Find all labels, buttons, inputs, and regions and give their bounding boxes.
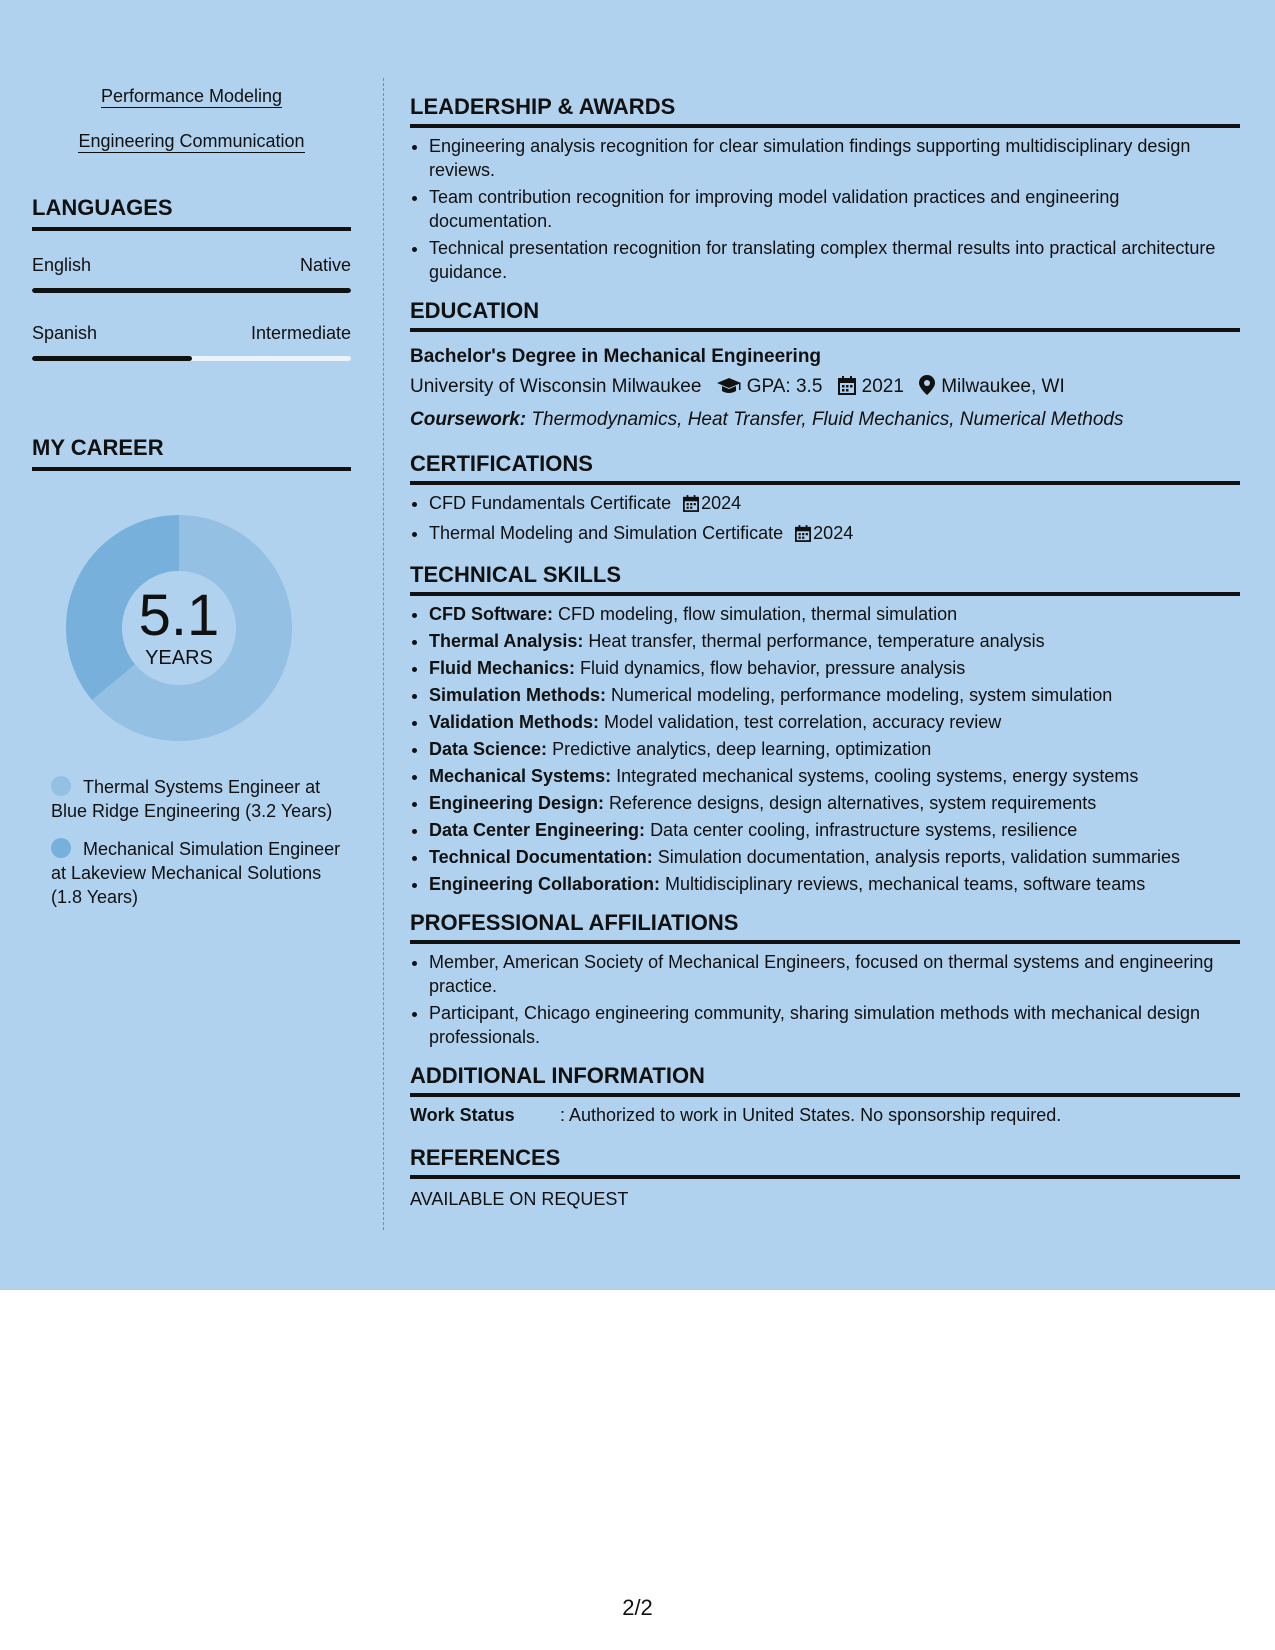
list-item: • Engineering analysis recognition for clear simulation findings supporting multidisciplinary design reviews.	[429, 134, 1240, 182]
skill-label: Thermal Analysis:	[429, 631, 584, 651]
skill-text: Predictive analytics, deep learning, optimization	[552, 739, 932, 759]
skill-text: Heat transfer, thermal performance, temperature analysis	[588, 631, 1045, 651]
list-item	[429, 818, 1240, 842]
career-total	[66, 515, 292, 741]
skill-link-engineering-communication[interactable]: Engineering Communication	[78, 131, 305, 151]
certificate-year: 2024	[813, 523, 854, 543]
list-item	[429, 521, 1240, 548]
legend-dot-icon	[51, 776, 71, 796]
coursework-list: Thermodynamics, Heat Transfer, Fluid Mechanics, Numerical Methods	[531, 409, 1124, 430]
school-location: Milwaukee, WI	[941, 376, 1065, 397]
skill-text: Data center cooling, infrastructure systems, resilience	[650, 820, 1078, 840]
language-name: English	[32, 255, 92, 275]
career-total-value: 5.1	[138, 583, 220, 648]
leadership-heading: LEADERSHIP & AWARDS	[410, 94, 1240, 128]
references-text: AVAILABLE ON REQUEST	[410, 1189, 629, 1209]
career-legend-item	[51, 837, 341, 909]
calendar-icon	[795, 524, 811, 548]
list-item	[429, 710, 1240, 734]
legend-dot-icon	[51, 838, 71, 858]
skill-label: Data Center Engineering:	[429, 820, 646, 840]
skill-label: Engineering Design:	[429, 793, 605, 813]
calendar-icon	[838, 375, 856, 405]
skill-text: Reference designs, design alternatives, system requirements	[609, 793, 1097, 813]
skill-label: Technical Documentation:	[429, 847, 653, 867]
skill-text: Multidisciplinary reviews, mechanical teams, software teams	[665, 874, 1146, 894]
coursework	[410, 405, 1240, 435]
skill-label: Mechanical Systems:	[429, 766, 612, 786]
list-item	[429, 737, 1240, 761]
career-legend	[51, 775, 341, 909]
technical-skills-heading: TECHNICAL SKILLS	[410, 562, 1240, 596]
skill-link-performance-modeling[interactable]: Performance Modeling	[100, 86, 283, 106]
school-line	[410, 372, 1240, 405]
skill-label: Engineering Collaboration:	[429, 874, 661, 894]
certificate-year: 2024	[701, 493, 742, 513]
languages-heading: LANGUAGES	[32, 195, 351, 231]
career-legend-text: Mechanical Simulation Engineer at Lakeview Mechanical Solutions (1.8 Years)	[51, 839, 341, 907]
skill-text: Model validation, test correlation, accuracy review	[604, 712, 1002, 732]
leadership-list	[410, 134, 1240, 284]
skill-text: CFD modeling, flow simulation, thermal simulation	[558, 604, 958, 624]
education-heading: EDUCATION	[410, 298, 1240, 332]
affiliations-heading: PROFESSIONAL AFFILIATIONS	[410, 910, 1240, 944]
skill-label: CFD Software:	[429, 604, 554, 624]
certifications-heading: CERTIFICATIONS	[410, 451, 1240, 485]
list-item	[429, 764, 1240, 788]
career-total-unit: YEARS	[145, 647, 213, 669]
list-item: • Participant, Chicago engineering community, sharing simulation methods with mechanical design professionals.	[429, 1001, 1240, 1049]
skill-link[interactable]	[32, 129, 351, 153]
list-item	[429, 656, 1240, 680]
list-item: • Member, American Society of Mechanical Engineers, focused on thermal systems and engineering practice.	[429, 950, 1240, 998]
certifications-list	[410, 491, 1240, 548]
skill-label: Validation Methods:	[429, 712, 600, 732]
skill-text: Fluid dynamics, flow behavior, pressure analysis	[580, 658, 966, 678]
career-heading: MY CAREER	[32, 435, 351, 471]
list-item: • Team contribution recognition for improving model validation practices and engineering documentation.	[429, 185, 1240, 233]
list-item	[429, 491, 1240, 518]
references-heading: REFERENCES	[410, 1145, 1240, 1179]
career-legend-item	[51, 775, 341, 823]
graduation-cap-icon	[717, 375, 741, 405]
language-proficiency-fill	[32, 356, 192, 361]
language-level: Native	[299, 255, 351, 275]
left-column	[32, 84, 351, 923]
page-number: 2/2	[622, 1595, 653, 1620]
right-column	[410, 94, 1240, 1210]
location-pin-icon	[919, 375, 935, 405]
list-item	[429, 602, 1240, 626]
skill-text: Numerical modeling, performance modeling, system simulation	[611, 685, 1113, 705]
work-status	[410, 1103, 1240, 1127]
skill-text: Integrated mechanical systems, cooling systems, energy systems	[616, 766, 1139, 786]
degree-title: Bachelor's Degree in Mechanical Engineering	[410, 346, 822, 367]
technical-skills-list	[410, 602, 1240, 896]
additional-info-heading: ADDITIONAL INFORMATION	[410, 1063, 1240, 1097]
skill-label: Data Science:	[429, 739, 548, 759]
language-proficiency-bar	[32, 356, 351, 361]
list-item: • Technical presentation recognition for translating complex thermal results into practical architecture guidance.	[429, 236, 1240, 284]
graduation-year: 2021	[861, 376, 904, 397]
list-item	[429, 791, 1240, 815]
list-item	[429, 872, 1240, 896]
skill-text: Simulation documentation, analysis reports, validation summaries	[657, 847, 1180, 867]
list-item	[429, 845, 1240, 869]
column-divider	[383, 78, 384, 1230]
language-proficiency-fill	[32, 288, 351, 293]
calendar-icon	[683, 494, 699, 518]
language-item	[32, 255, 351, 293]
language-name: Spanish	[32, 323, 98, 343]
career-legend-text: Thermal Systems Engineer at Blue Ridge Engineering (3.2 Years)	[51, 777, 333, 821]
skill-link[interactable]	[32, 84, 351, 108]
affiliations-list	[410, 950, 1240, 1049]
certificate-name: CFD Fundamentals Certificate	[429, 493, 672, 513]
coursework-label: Coursework:	[410, 409, 527, 430]
school-name: University of Wisconsin Milwaukee	[410, 376, 702, 397]
gpa: GPA: 3.5	[746, 376, 823, 397]
skill-label: Fluid Mechanics:	[429, 658, 576, 678]
certificate-name: Thermal Modeling and Simulation Certificate	[429, 523, 784, 543]
language-item	[32, 323, 351, 361]
language-proficiency-bar	[32, 288, 351, 293]
skill-label: Simulation Methods:	[429, 685, 606, 705]
language-level: Intermediate	[250, 323, 351, 343]
work-status-value: : Authorized to work in United States. No sponsorship required.	[560, 1105, 1062, 1125]
list-item	[429, 683, 1240, 707]
career-donut-chart	[66, 515, 292, 741]
list-item	[429, 629, 1240, 653]
work-status-label: Work Status	[410, 1105, 515, 1125]
